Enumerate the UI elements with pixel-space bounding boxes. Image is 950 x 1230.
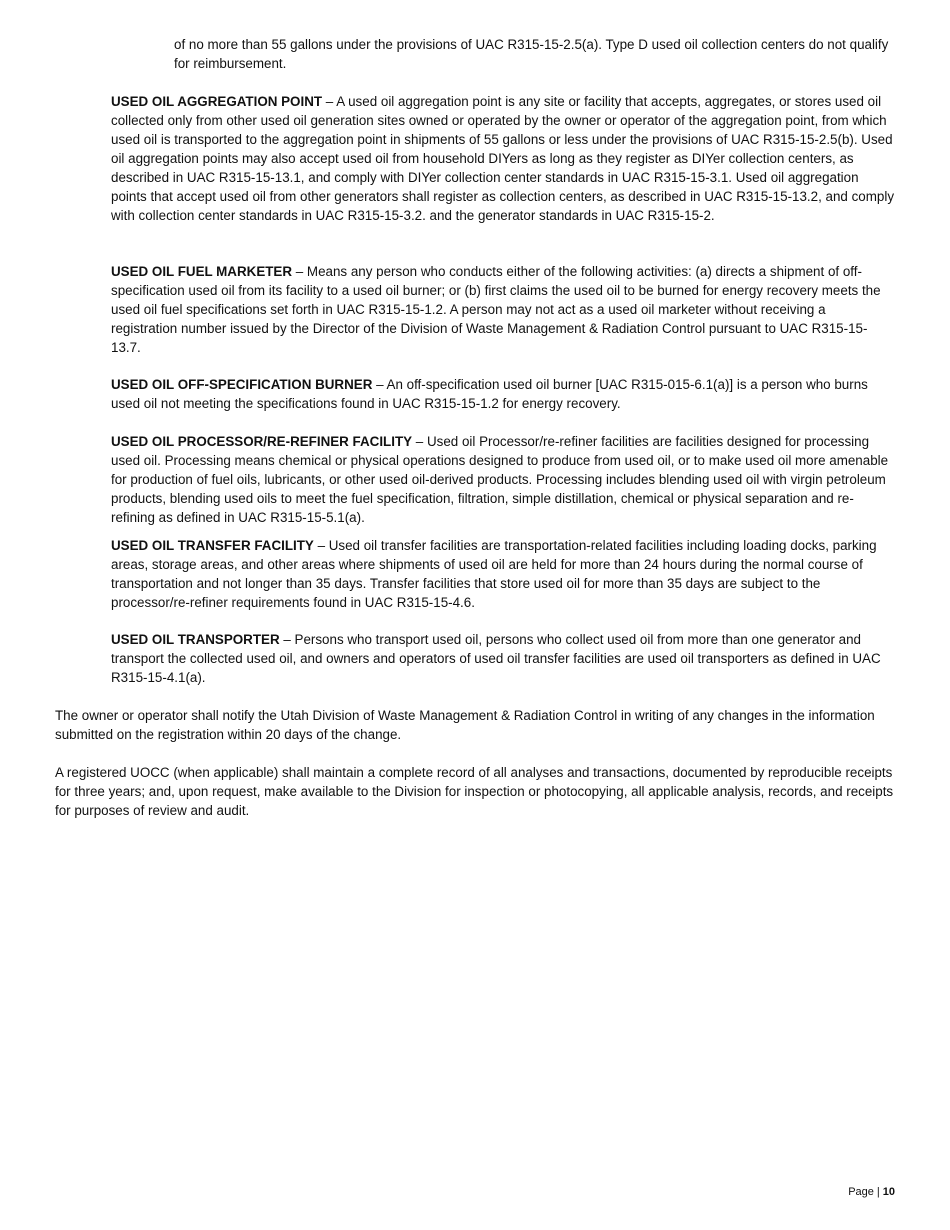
record-keeping-paragraph: A registered UOCC (when applicable) shall maintain a complete record of all analyses and transactions, documented by reproducible receipts for three years; and, upon request, make available to the Division for inspection or photocopying, all applicable analysis, records, and receipts for purposes of review and audit. [55, 765, 894, 818]
definition-text: – An off-specification used oil burner [UAC R315-015-6.1(a)] is a person who burns used oil not meeting the specifications found in UAC R315-15-1.2 for energy recovery. [111, 377, 868, 411]
definition-processor-re-refiner [111, 432, 894, 527]
definition-text: – A used oil aggregation point is any site or facility that accepts, aggregates, or stores used oil collected only from other used oil generation sites owned or operated by the owner or operator of the aggregation point, from which used oil is transported to the aggregation point in shipments of 55 gallons or less under the provisions of UAC R315-15-2.5(b). Used oil aggregation points may also accept used oil from household DIYers as long as they register as DIYer collection centers, as described in UAC R315-15-13.1, and comply with DIYer collection center standards in UAC R315-15-3.1. Used oil aggregation points that accept used oil from other generators shall register as collection centers, as described in UAC R315-15-13.2, and comply with collection center standards in UAC R315-15-3.2. and the generator standards in UAC R315-15-2. [111, 94, 895, 223]
definition-term: USED OIL OFF-SPECIFICATION BURNER [111, 377, 373, 392]
definition-term: USED OIL AGGREGATION POINT [111, 94, 323, 109]
definition-transporter [111, 630, 894, 687]
definition-aggregation-point [111, 92, 894, 225]
page-label: Page [848, 1186, 874, 1198]
definition-term: USED OIL TRANSPORTER [111, 632, 280, 647]
definition-text: – Used oil Processor/re-refiner facilities are facilities designed for processing used oil. Processing means chemical or physical operations designed to produce from used oil, or to make used oil more amenable for production of fuel oils, lubricants, or other used oil-derived products. Processing includes blending used oil with virgin petroleum products, blending used oils to meet the fuel specification, filtration, simple distillation, chemical or physical separation and re-refining as defined in UAC R315-15-5.1(a). [111, 434, 889, 525]
definition-text: – Means any person who conducts either of the following activities: (a) directs a shipment of off-specification used oil from its facility to a used oil burner; or (b) first claims the used oil to be burned for energy recovery meets the used oil fuel specifications set forth in UAC R315-15-1.2. A person may not act as a used oil marketer without receiving a registration number issued by the Director of the Division of Waste Management & Radiation Control pursuant to UAC R315-15-13.7. [111, 264, 881, 355]
notification-paragraph: The owner or operator shall notify the Utah Division of Waste Management & Radiation Control in writing of any changes in the information submitted on the registration within 20 days of the change. [55, 708, 875, 742]
definition-transfer-facility [111, 536, 894, 612]
definition-term: USED OIL TRANSFER FACILITY [111, 538, 314, 553]
definition-term: USED OIL PROCESSOR/RE-REFINER FACILITY [111, 434, 413, 449]
definition-text: – Persons who transport used oil, persons who collect used oil from more than one generator and transport the collected used oil, and owners and operators of used oil transfer facilities are used oil transporters as defined in UAC R315-15-4.1(a). [111, 632, 881, 685]
definition-term: USED OIL FUEL MARKETER [111, 264, 293, 279]
definition-text: – Used oil transfer facilities are transportation-related facilities including loading docks, parking areas, storage areas, and other areas where shipments of used oil are held for more than 24 hours during the normal course of transportation and not longer than 35 days. Transfer facilities that store used oil for more than 35 days are subject to the processor/re-refiner requirements found in UAC R315-15-4.6. [111, 538, 877, 610]
definition-off-spec-burner [111, 375, 894, 413]
definition-fuel-marketer [111, 262, 894, 357]
page-footer [848, 1185, 895, 1199]
continuation-paragraph: of no more than 55 gallons under the provisions of UAC R315-15-2.5(a). Type D used oil collection centers do not qualify for reimbursement. [174, 37, 889, 71]
page-separator: | [876, 1186, 880, 1198]
page-number: 10 [882, 1186, 895, 1198]
